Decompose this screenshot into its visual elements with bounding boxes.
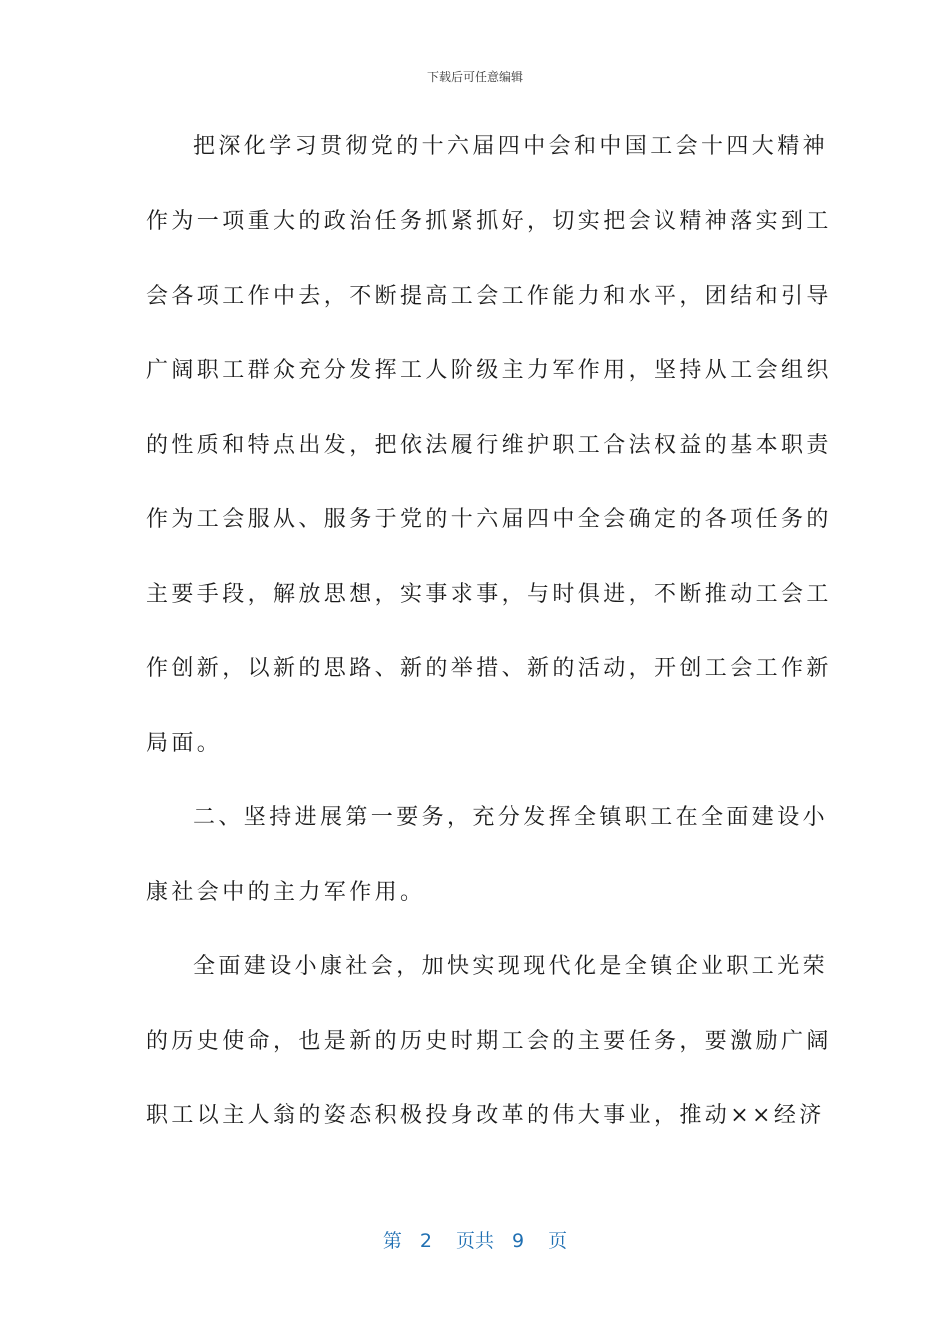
- header-note: 下载后可任意编辑: [426, 70, 523, 84]
- text-line: 作为工会服从、服务于党的十六届四中全会确定的各项任务的: [146, 507, 832, 532]
- footer-middle: 页共: [455, 1230, 494, 1252]
- text-line: 局面。: [146, 731, 223, 756]
- section-heading-line: 二、坚持进展第一要务，充分发挥全镇职工在全面建设小: [193, 805, 829, 830]
- text-line: 的历史使命，也是新的历史时期工会的主要任务，要激励广阔: [146, 1029, 832, 1054]
- footer-total-pages: 9: [512, 1230, 525, 1252]
- footer-suffix: 页: [548, 1230, 568, 1252]
- text-line: 广阔职工群众充分发挥工人阶级主力军作用，坚持从工会组织: [146, 358, 832, 383]
- section-heading-line: 康社会中的主力军作用。: [146, 880, 426, 905]
- text-line: 全面建设小康社会，加快实现现代化是全镇企业职工光荣: [193, 954, 829, 979]
- footer-prefix: 第: [382, 1230, 402, 1252]
- text-line: 主要手段，解放思想，实事求事，与时俱进，不断推动工会工: [146, 582, 832, 607]
- text-line: 作创新，以新的思路、新的举措、新的活动，开创工会工作新: [146, 656, 832, 681]
- text-line: 职工以主人翁的姿态积极投身改革的伟大事业，推动××经济: [146, 1103, 825, 1128]
- text-line: 把深化学习贯彻党的十六届四中会和中国工会十四大精神: [193, 134, 829, 159]
- footer-current-page: 2: [419, 1230, 432, 1252]
- text-line: 作为一项重大的政治任务抓紧抓好，切实把会议精神落实到工: [146, 209, 832, 234]
- text-line: 的性质和特点出发，把依法履行维护职工合法权益的基本职责: [146, 433, 832, 458]
- text-line: 会各项工作中去，不断提高工会工作能力和水平，团结和引导: [146, 284, 832, 309]
- page-number-footer: [0, 1226, 950, 1253]
